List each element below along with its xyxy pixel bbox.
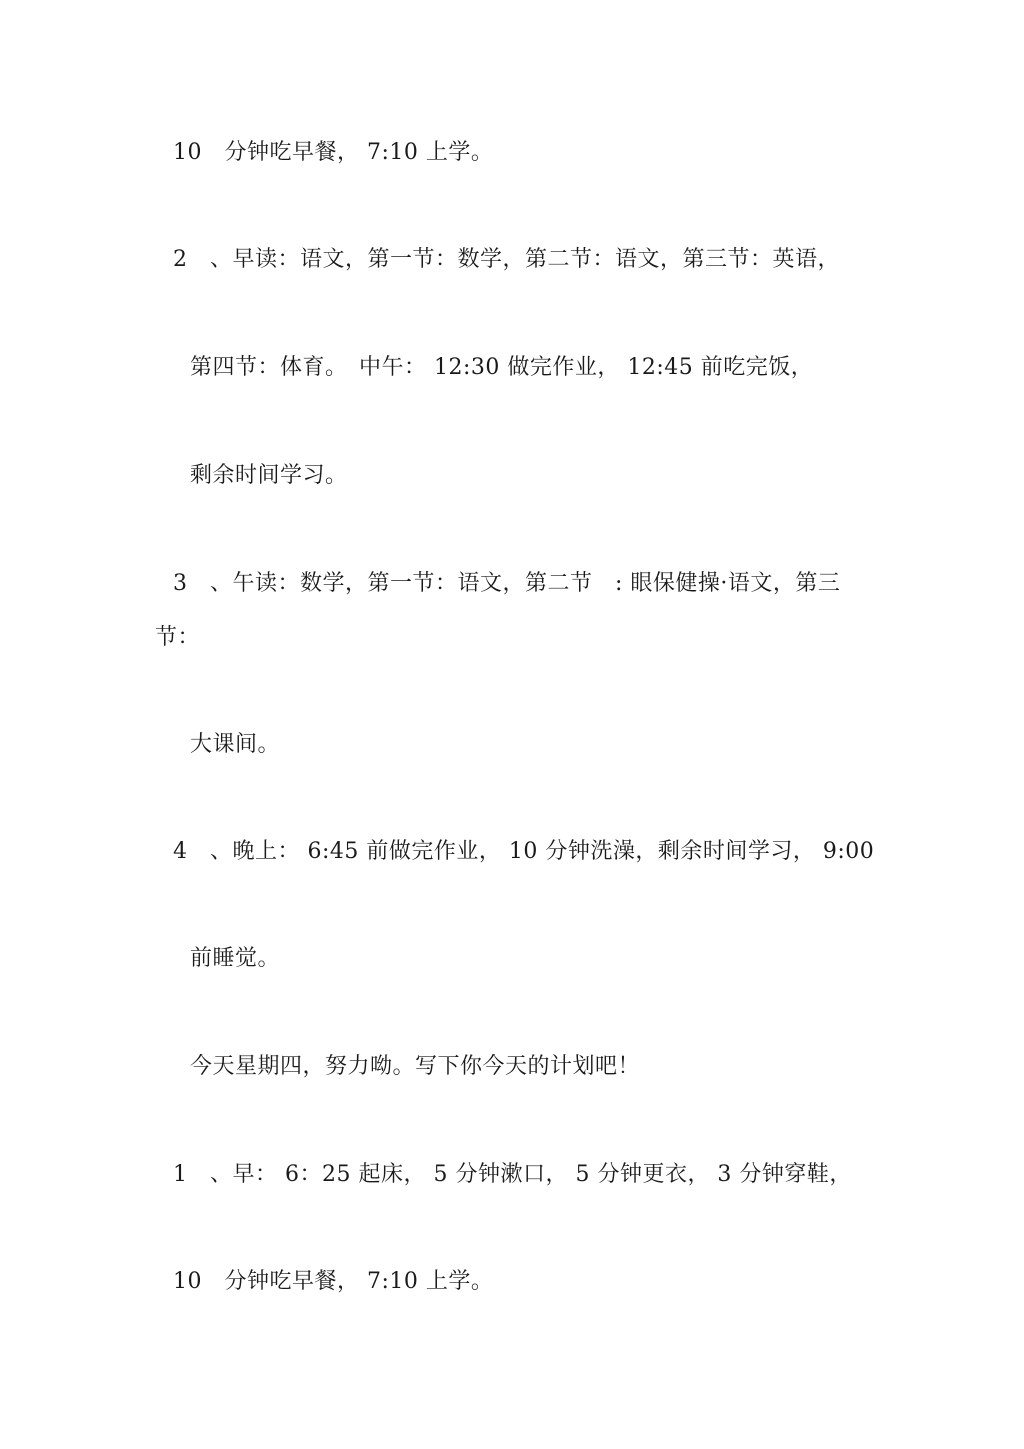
text-line: 1 、早： 6：25 起床， 5 分钟漱口， 5 分钟更衣， 3 分钟穿鞋，: [173, 1162, 852, 1187]
text-line: 节：: [155, 625, 201, 650]
text-line: 3 、午读：数学，第一节：语文，第二节 : 眼保健操·语文，第三: [173, 571, 841, 596]
text-line: 10 分钟吃早餐， 7:10 上学。: [173, 1269, 494, 1294]
text-line: 4 、晚上： 6:45 前做完作业， 10 分钟洗澡，剩余时间学习， 9:00: [173, 839, 875, 864]
text-line: 今天星期四，努力呦。写下你今天的计划吧！: [190, 1054, 641, 1079]
text-line: 剩余时间学习。: [190, 463, 348, 488]
text-line: 前睡觉。: [190, 946, 281, 971]
text-line: 大课间。: [190, 732, 281, 757]
text-line: 第四节：体育。 中午： 12:30 做完作业， 12:45 前吃完饭，: [190, 355, 814, 380]
text-line: 10 分钟吃早餐， 7:10 上学。: [173, 140, 494, 165]
text-line: 2 、早读：语文，第一节：数学，第二节：语文，第三节：英语，: [173, 247, 840, 272]
